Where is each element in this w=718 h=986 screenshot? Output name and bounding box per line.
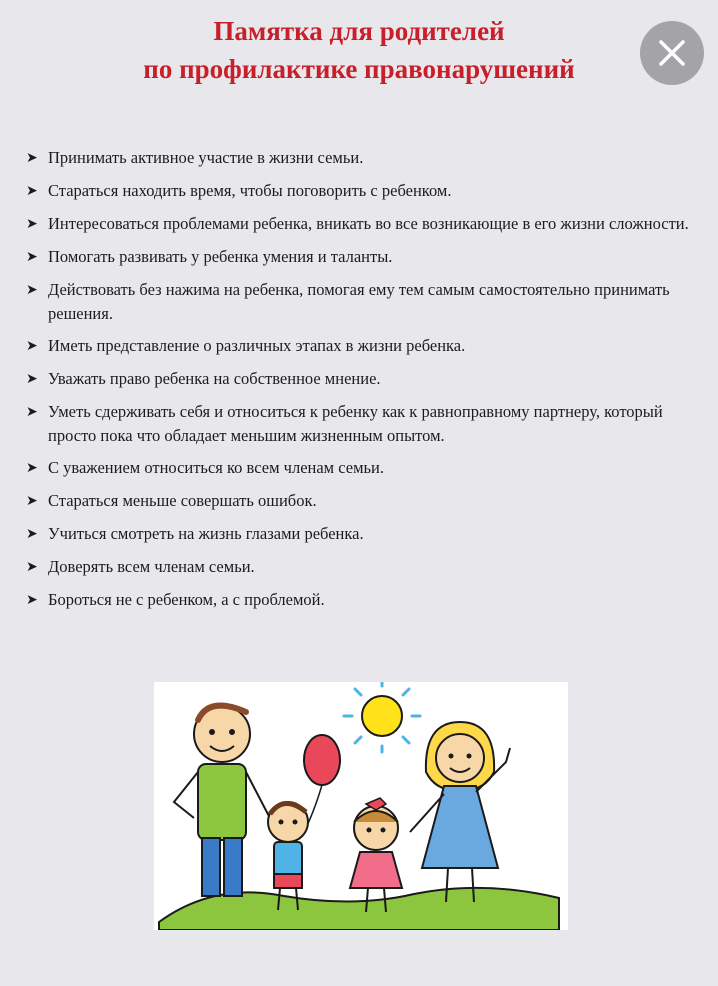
- list-item: [26, 179, 706, 204]
- arrow-bullet-icon: ➤: [26, 593, 38, 608]
- arrow-bullet-icon: ➤: [26, 217, 38, 232]
- mother-figure: [410, 722, 510, 902]
- list-item-text: Интересоваться проблемами ребенка, вникать во все возникающие в его жизни сложности.: [48, 214, 689, 233]
- list-item-text: Учиться смотреть на жизнь глазами ребенка.: [48, 524, 364, 543]
- list-item: [26, 489, 706, 514]
- close-icon: [657, 38, 687, 68]
- family-illustration: [154, 682, 568, 930]
- list-item-text: Действовать без нажима на ребенка, помогая ему тем самым самостоятельно принимать решения.: [48, 280, 670, 323]
- list-item-text: Стараться находить время, чтобы поговорить с ребенком.: [48, 181, 452, 200]
- list-item: [26, 367, 706, 392]
- list-item: [26, 400, 706, 448]
- arrow-bullet-icon: ➤: [26, 339, 38, 354]
- arrow-bullet-icon: ➤: [26, 283, 38, 298]
- balloon-icon: [304, 735, 340, 832]
- page-title: [0, 12, 718, 88]
- list-item: [26, 555, 706, 580]
- arrow-bullet-icon: ➤: [26, 151, 38, 166]
- list-item-text: Доверять всем членам семьи.: [48, 557, 255, 576]
- list-item-text: Принимать активное участие в жизни семьи.: [48, 148, 364, 167]
- list-item: [26, 588, 706, 613]
- arrow-bullet-icon: ➤: [26, 184, 38, 199]
- close-button[interactable]: [640, 21, 704, 85]
- list-item: [26, 522, 706, 547]
- list-item-text: Стараться меньше совершать ошибок.: [48, 491, 317, 510]
- list-item: [26, 212, 706, 237]
- list-item-text: Уважать право ребенка на собственное мнение.: [48, 369, 381, 388]
- list-item-text: Уметь сдерживать себя и относиться к ребенку как к равноправному партнеру, который просто пока что обладает меньшим жизненным опытом.: [48, 402, 663, 445]
- sun-icon: [344, 682, 420, 752]
- list-item: [26, 245, 706, 270]
- list-item-text: Помогать развивать у ребенка умения и таланты.: [48, 247, 393, 266]
- list-item: [26, 456, 706, 481]
- arrow-bullet-icon: ➤: [26, 461, 38, 476]
- list-item-text: Бороться не с ребенком, а с проблемой.: [48, 590, 325, 609]
- family-drawing: [154, 682, 568, 930]
- arrow-bullet-icon: ➤: [26, 527, 38, 542]
- list-item: [26, 146, 706, 171]
- father-figure: [174, 706, 272, 896]
- title-line-1: Памятка для родителей: [213, 16, 505, 46]
- girl-figure: [350, 798, 402, 912]
- advice-list: [26, 146, 706, 621]
- list-item: [26, 334, 706, 359]
- list-item-text: Иметь представление о различных этапах в жизни ребенка.: [48, 336, 466, 355]
- arrow-bullet-icon: ➤: [26, 494, 38, 509]
- list-item: [26, 278, 706, 326]
- list-item-text: С уважением относиться ко всем членам семьи.: [48, 458, 385, 477]
- arrow-bullet-icon: ➤: [26, 405, 38, 420]
- arrow-bullet-icon: ➤: [26, 560, 38, 575]
- arrow-bullet-icon: ➤: [26, 250, 38, 265]
- title-line-2: по профилактике правонарушений: [143, 54, 575, 84]
- arrow-bullet-icon: ➤: [26, 372, 38, 387]
